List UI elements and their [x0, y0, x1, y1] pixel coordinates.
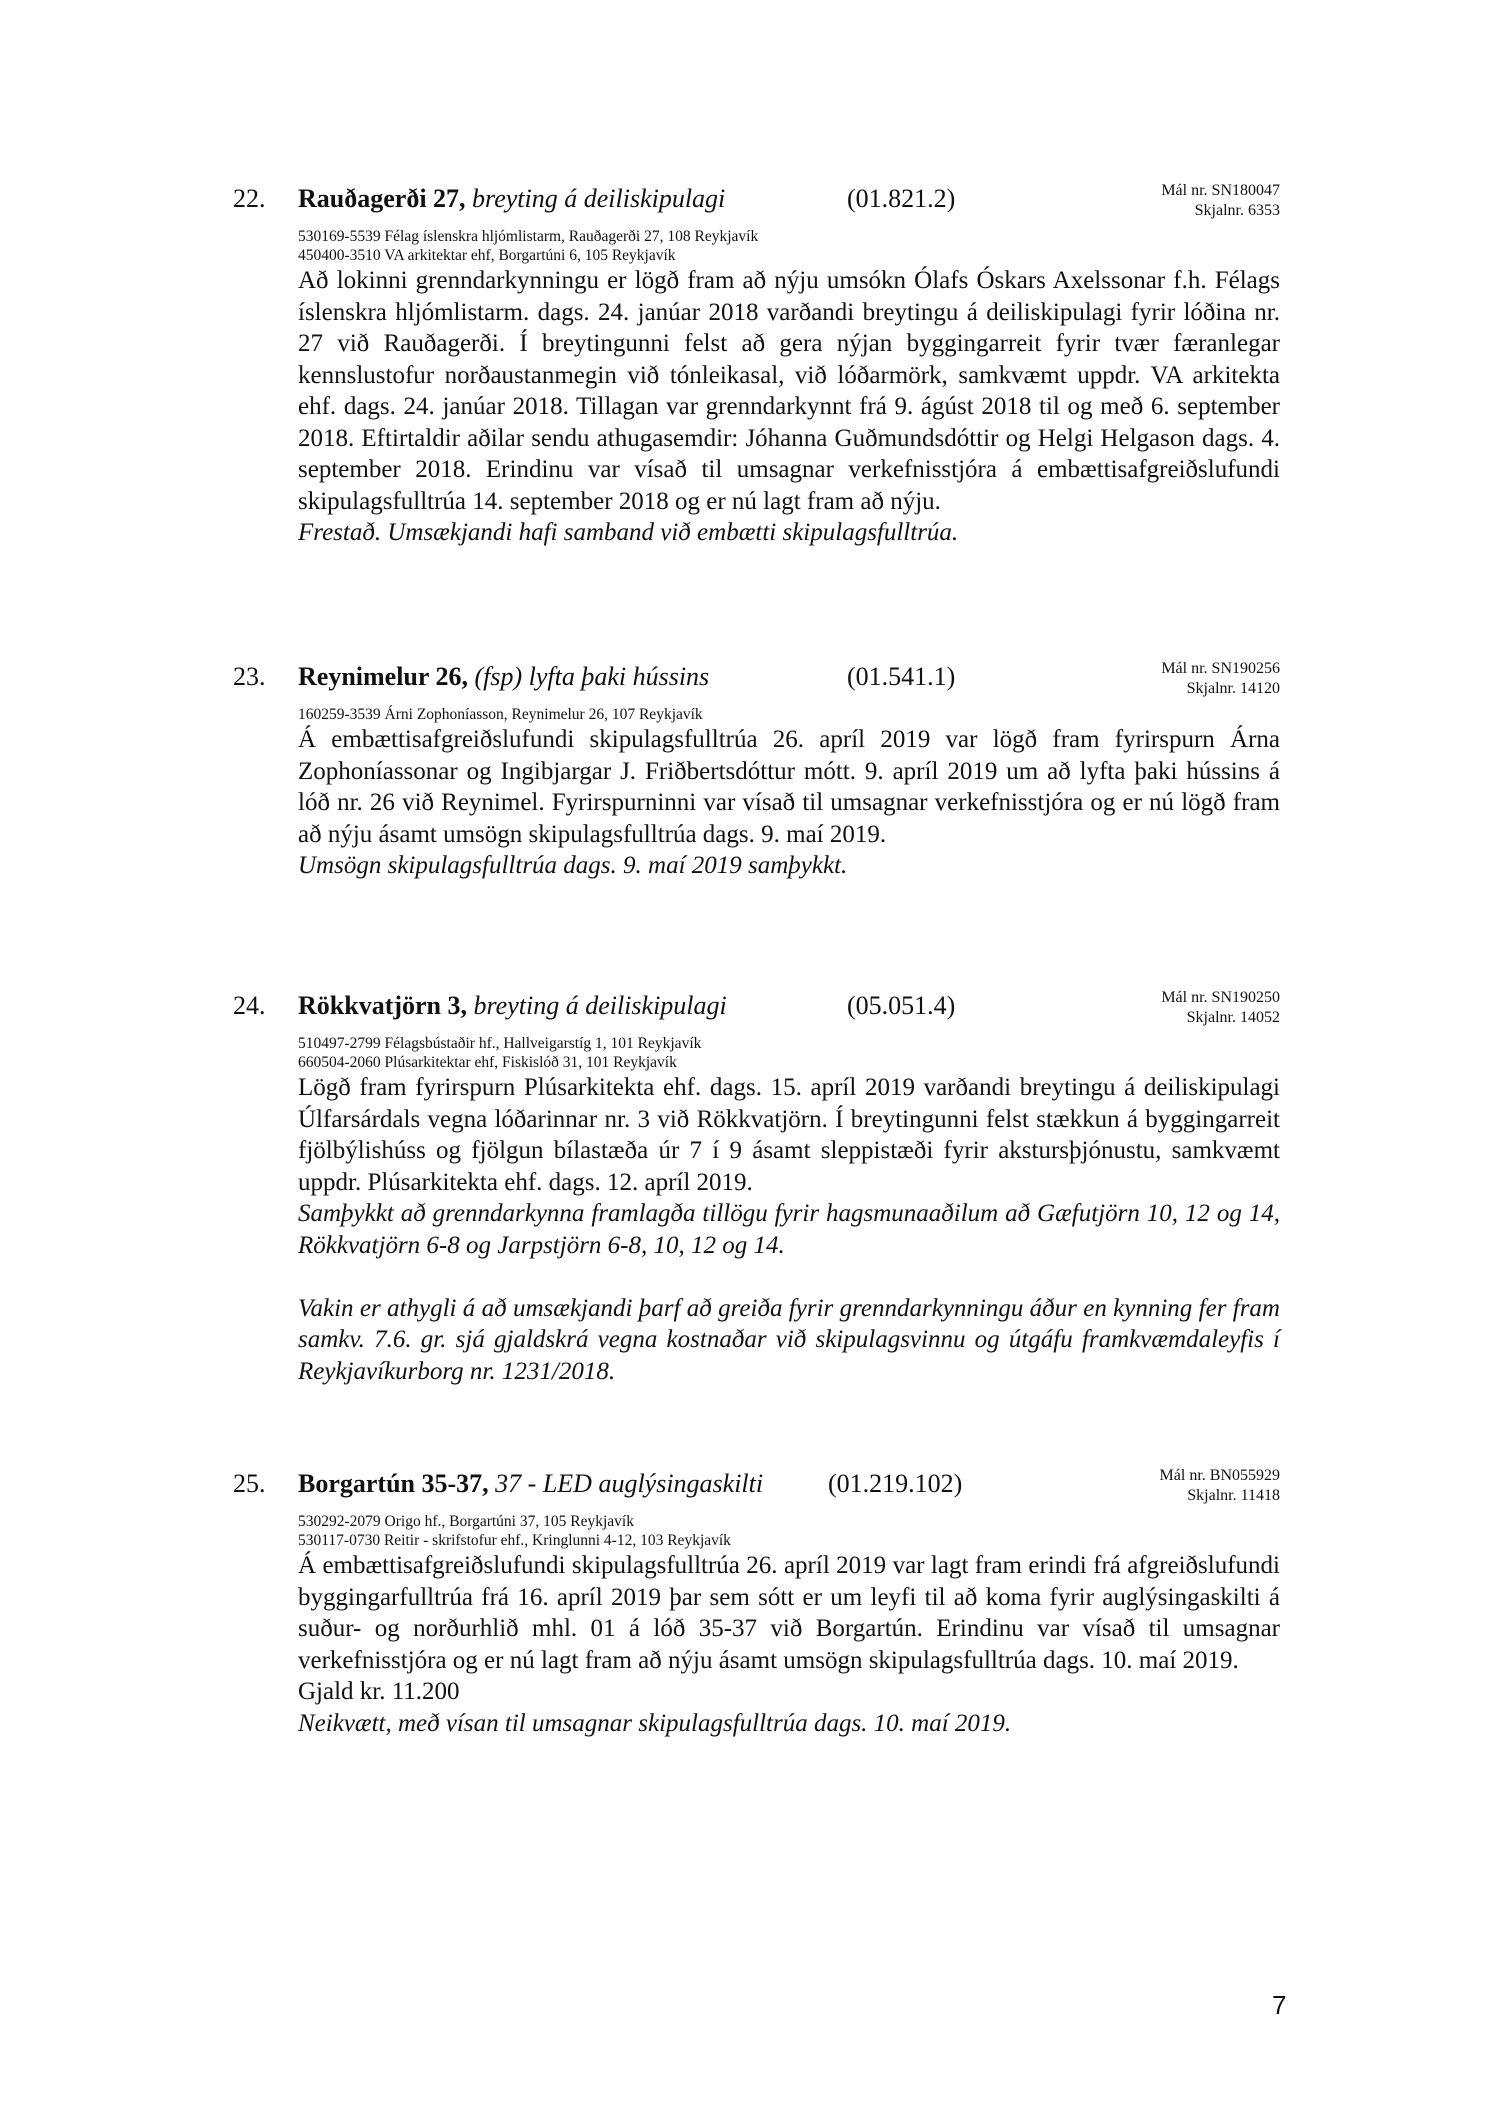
item-decision-text: Umsögn skipulagsfulltrúa dags. 9. maí 2019 samþykkt.: [298, 852, 848, 879]
item-subject: 37 - LED auglýsingaskilti: [495, 1469, 764, 1498]
item-header: [0, 183, 1500, 227]
item-decision: [298, 850, 1280, 882]
item-body: [298, 265, 1280, 517]
item-decision-text: Frestað. Umsækjandi hafi samband við embætti skipulagsfulltrúa.: [298, 519, 959, 546]
applicant-list: [298, 227, 1280, 265]
item-header: [0, 990, 1500, 1034]
item-address: Rökkvatjörn 3,: [298, 991, 468, 1020]
case-number: Mál nr. SN190250: [1161, 989, 1280, 1006]
applicant: 510497-2799 Félagsbústaðir hf., Hallveigarstíg 1, 101 Reykjavík: [298, 1035, 702, 1052]
applicant: 660504-2060 Plúsarkitektar ehf, Fiskislóð 31, 101 Reykjavík: [298, 1054, 677, 1071]
item-decision: [298, 1708, 1280, 1740]
item-decision: [298, 1198, 1280, 1261]
document-number: Skjalnr. 14120: [1186, 680, 1280, 697]
item-title: [298, 183, 725, 215]
item-subject: breyting á deiliskipulagi: [472, 184, 726, 213]
case-reference: [1161, 659, 1280, 699]
case-reference: [1161, 988, 1280, 1028]
case-number: Mál nr. BN055929: [1159, 1467, 1280, 1484]
item-number: 23.: [233, 662, 266, 691]
item-address: Borgartún 35-37,: [298, 1469, 489, 1498]
item-decision-text: Samþykkt að grenndarkynna framlagða tillögu fyrir hagsmunaaðilum að Gæfutjörn 10, 12 og 14, Rökkvatjörn 6-8 og Jarpstjörn 6-8, 10, 12 og 14.: [298, 1200, 1280, 1259]
item-title: [298, 990, 727, 1022]
item-note-text: Vakin er athygli á að umsækjandi þarf að greiða fyrir grenndarkynningu áður en kynning fer fram samkv. 7.6. gr. sjá gjaldskrá vegna kostnaðar við skipulagsvinnu og útgáfu framkvæmdaleyfis í Reykjavíkurborg nr. 1231/2018.: [298, 1294, 1280, 1385]
spacer: [0, 1261, 1500, 1293]
applicant: 530169-5539 Félag íslenskra hljómlistarm, Rauðagerði 27, 108 Reykjavík: [298, 228, 759, 245]
document-number: Skjalnr. 6353: [1194, 202, 1280, 219]
document-number: Skjalnr. 11418: [1187, 1487, 1280, 1504]
land-code: (01.219.102): [828, 1469, 963, 1498]
item-number: 24.: [233, 991, 266, 1020]
item-body: [298, 1072, 1280, 1198]
agenda-item-25: [0, 1468, 1500, 1739]
item-body-text: Á embættisafgreiðslufundi skipulagsfulltrúa 26. apríl 2019 var lögð fram fyrirspurn Árna Zophoníassonar og Ingibjargar J. Friðbertsdóttur mótt. 9. apríl 2019 um að lyfta þaki hússins á lóð nr. 26 við Reynimel. Fyrirspurninni var vísað til umsagnar verkefnisstjóra og er nú lögð fram að nýju ásamt umsögn skipulagsfulltrúa dags. 9. maí 2019.: [298, 726, 1280, 848]
item-subject: (fsp) lyfta þaki hússins: [474, 662, 710, 691]
item-subject: breyting á deiliskipulagi: [473, 991, 727, 1020]
applicant: 530117-0730 Reitir - skrifstofur ehf., Kringlunni 4-12, 103 Reykjavík: [298, 1532, 731, 1549]
item-note: [298, 1293, 1280, 1388]
item-header: [0, 1468, 1500, 1512]
item-body: [298, 724, 1280, 850]
applicant-list: [298, 1512, 1280, 1550]
agenda-item-23: [0, 661, 1500, 882]
item-decision-text: Neikvætt, með vísan til umsagnar skipulagsfulltrúa dags. 10. maí 2019.: [298, 1709, 1012, 1737]
item-fee: Gjald kr. 11.200: [298, 1678, 460, 1705]
item-body: [298, 1550, 1280, 1676]
document-number: Skjalnr. 14052: [1186, 1009, 1280, 1026]
page-number: 7: [1272, 1990, 1287, 2020]
item-body-text: Lögð fram fyrirspurn Plúsarkitekta ehf. dags. 15. apríl 2019 varðandi breytingu á deiliskipulagi Úlfarsárdals vegna lóðarinnar nr. 3 við Rökkvatjörn. Í breytingunni felst stækkun á byggingarreit fjölbýlishúss og fjölgun bílastæða úr 7 í 9 ásamt sleppistæði fyrir akstursþjónustu, samkvæmt uppdr. Plúsarkitekta ehf. dags. 12. apríl 2019.: [298, 1074, 1280, 1196]
item-address: Rauðagerði 27,: [298, 184, 466, 213]
case-reference: [1161, 181, 1280, 221]
case-reference: [1160, 1466, 1280, 1506]
land-code: (01.541.1): [847, 662, 956, 691]
applicant-list: [298, 705, 1280, 724]
item-header: [0, 661, 1500, 705]
item-title: [298, 661, 709, 693]
applicant: 450400-3510 VA arkitektar ehf, Borgartúni 6, 105 Reykjavík: [298, 247, 676, 264]
item-title: [298, 1468, 763, 1500]
item-body-text: Að lokinni grenndarkynningu er lögð fram að nýju umsókn Ólafs Óskars Axelssonar f.h. Félags íslenskra hljómlistarm. dags. 24. janúar 2018 varðandi breytingu á deiliskipulagi fyrir lóðina nr. 27 við Rauðagerði. Í breytingunni felst að gera nýjan byggingarreit fyrir tvær færanlegar kennslustofur norðaustanmegin við tónleikasal, við lóðarmörk, samkvæmt uppdr. VA arkitekta ehf. dags. 24. janúar 2018. Tillagan var grenndarkynnt frá 9. ágúst 2018 til og með 6. september 2018. Eftirtaldir aðilar sendu athugasemdir: Jóhanna Guðmundsdóttir og Helgi Helgason dags. 4. september 2018. Erindinu var vísað til umsagnar verkefnisstjóra á embættisafgreiðslufundi skipulagsfulltrúa 14. september 2018 og er nú lagt fram að nýju.: [298, 267, 1280, 515]
land-code: (05.051.4): [847, 991, 956, 1020]
applicant: 160259-3539 Árni Zophoníasson, Reynimelur 26, 107 Reykjavík: [298, 706, 703, 723]
agenda-item-22: [0, 183, 1500, 549]
case-number: Mál nr. SN190256: [1161, 660, 1280, 677]
case-number: Mál nr. SN180047: [1161, 182, 1280, 199]
applicant: 530292-2079 Origo hf., Borgartúni 37, 105 Reykjavík: [298, 1513, 634, 1530]
land-code: (01.821.2): [847, 184, 956, 213]
item-decision: [298, 517, 1280, 549]
item-number: 25.: [233, 1469, 266, 1498]
applicant-list: [298, 1034, 1280, 1072]
item-body-text: Á embættisafgreiðslufundi skipulagsfulltrúa 26. apríl 2019 var lagt fram erindi frá afgreiðslufundi byggingarfulltrúa frá 16. apríl 2019 þar sem sótt er um leyfi til að koma fyrir auglýsingaskilti á suður- og norðurhlið mhl. 01 á lóð 35-37 við Borgartún. Erindinu var vísað til umsagnar verkefnisstjóra og er nú lagt fram að nýju ásamt umsögn skipulagsfulltrúa dags. 10. maí 2019.: [298, 1552, 1280, 1674]
item-number: 22.: [233, 184, 266, 213]
agenda-item-24: [0, 990, 1500, 1387]
item-address: Reynimelur 26,: [298, 662, 468, 691]
